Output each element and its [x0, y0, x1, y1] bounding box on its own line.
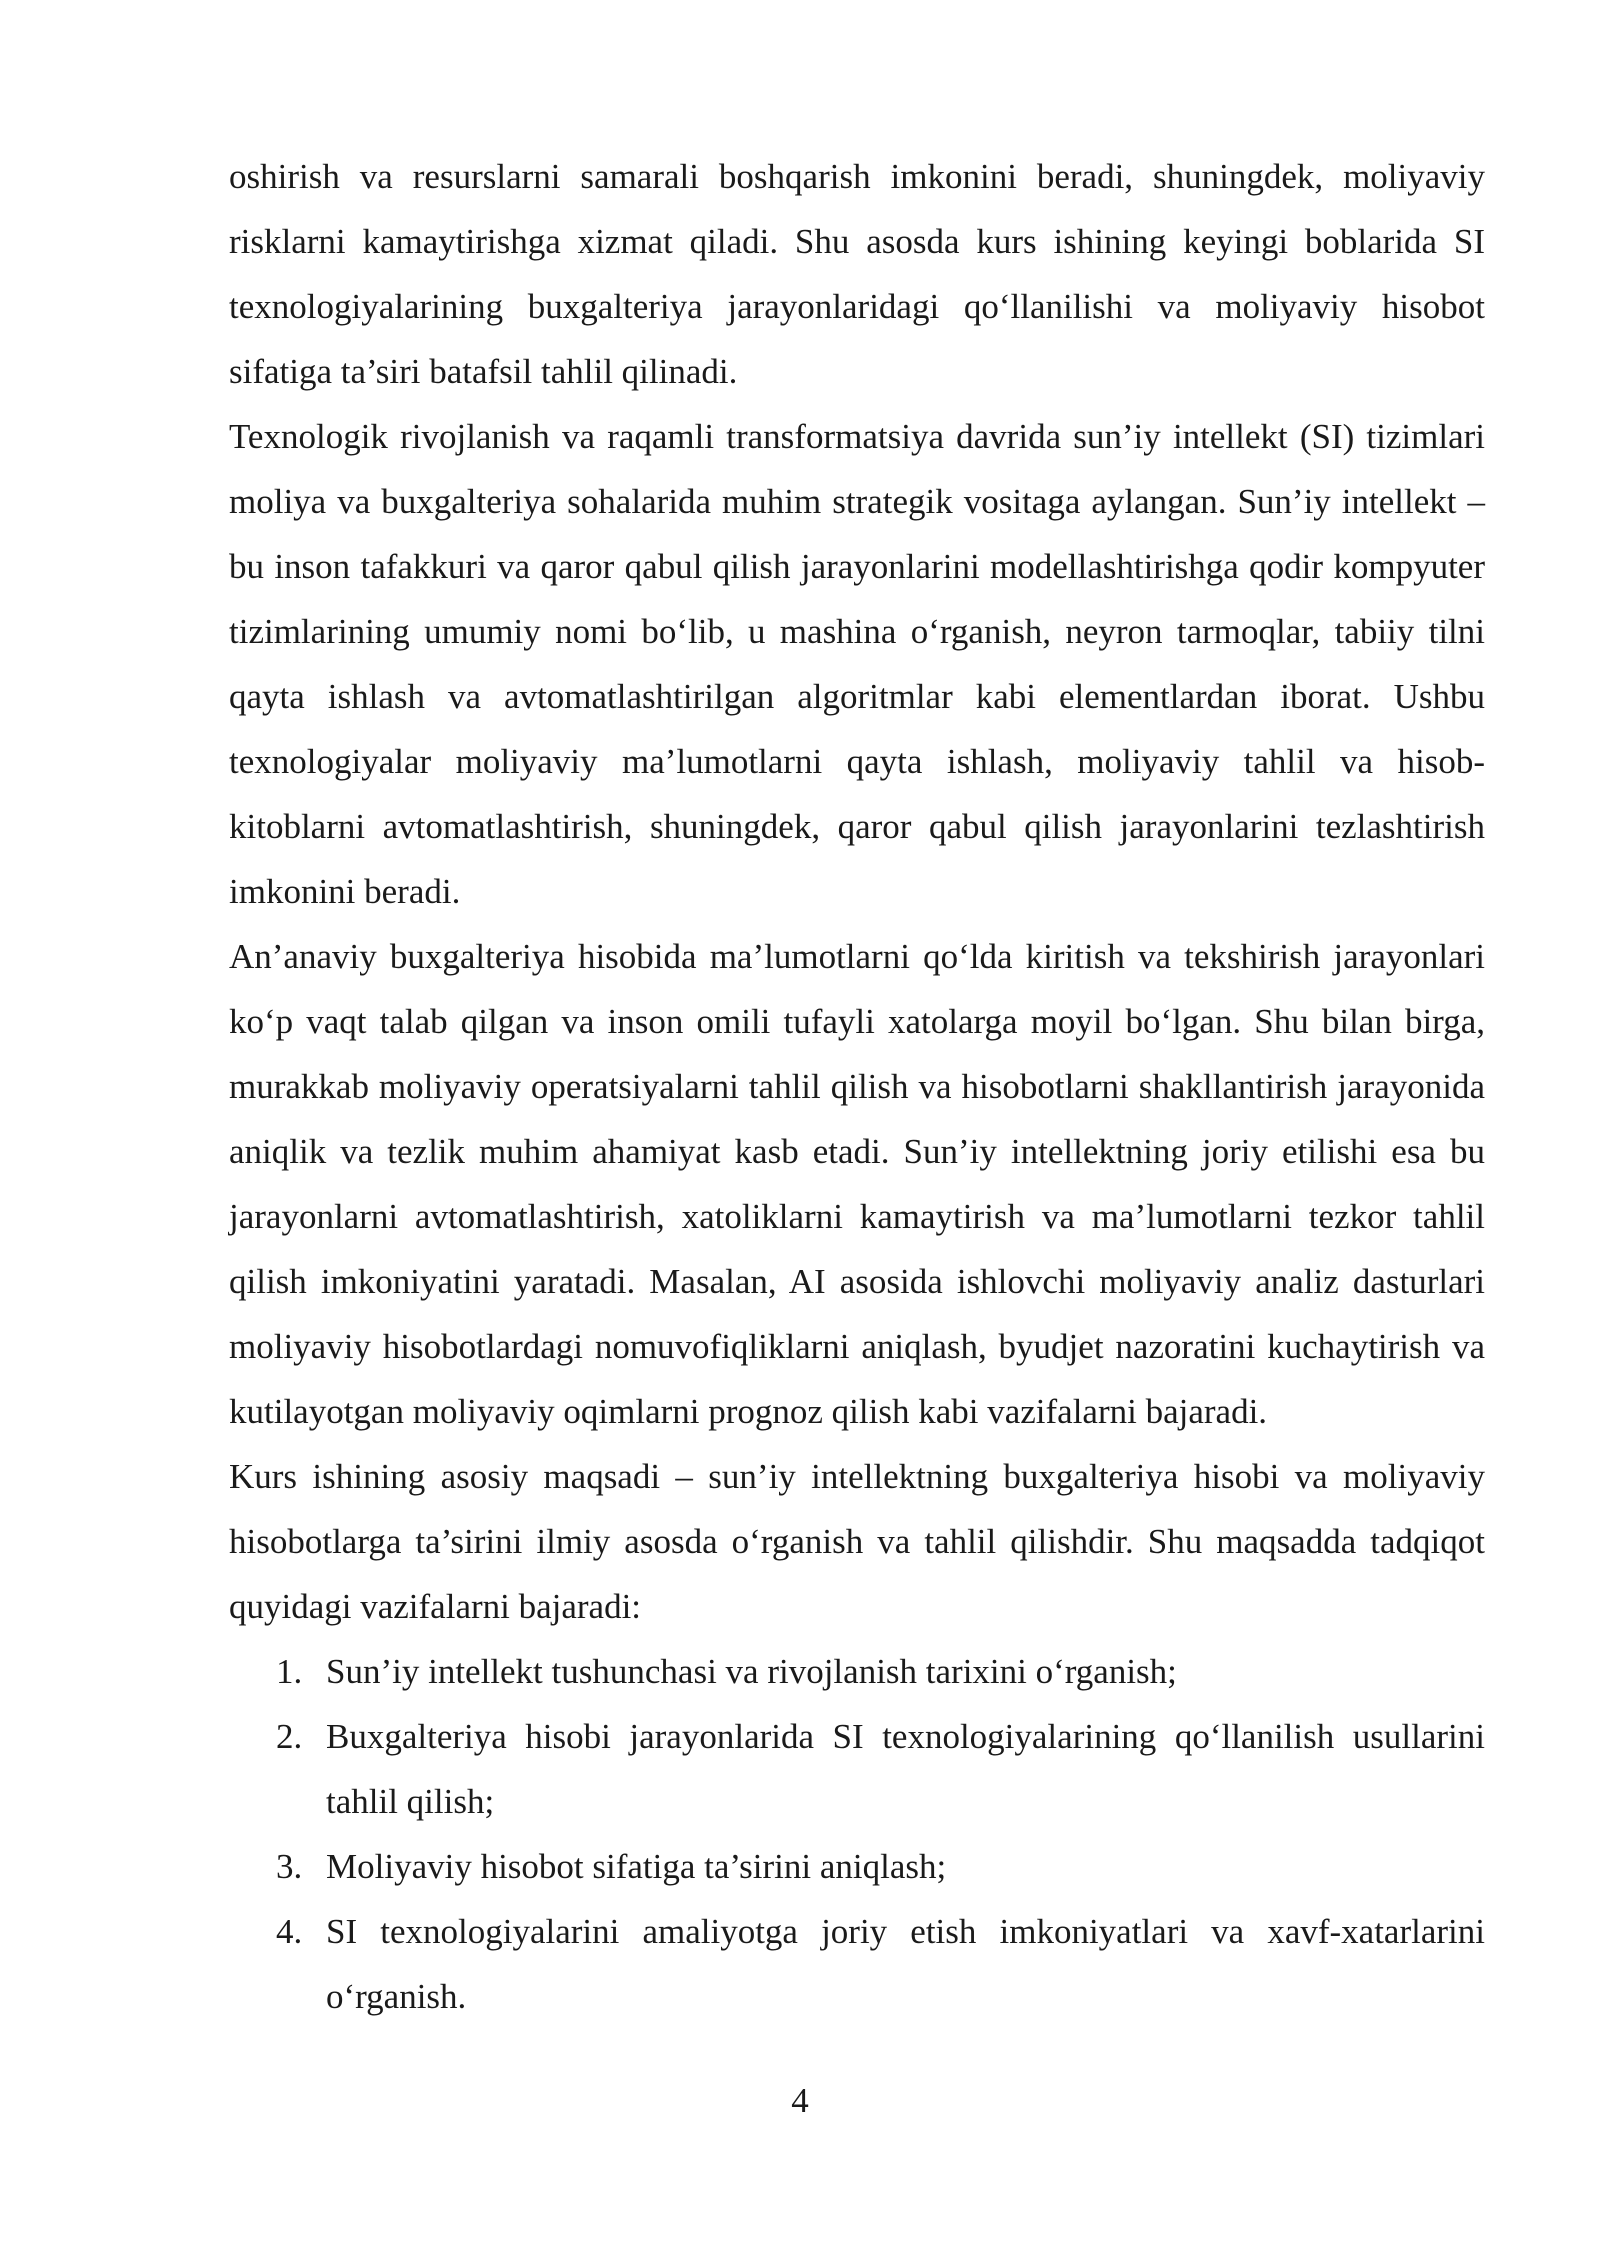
list-item-number: 2.	[276, 1717, 303, 1756]
list-item-text: Buxgalteriya hisobi jarayonlarida SI texnologiyalarining qo‘llanilish usullarini tahlil qilish;	[326, 1717, 1485, 1821]
paragraph-ai-definition: Texnologik rivojlanish va raqamli transformatsiya davrida sun’iy intellekt (SI) tizimlari moliya va buxgalteriya sohalarida muhim strategik vositaga aylangan. Sun’iy intellekt – bu inson tafakkuri va qaror qabul qilish jarayonlarini modellashtirishga qodir kompyuter tizimlarining umumiy nomi bo‘lib, u mashina o‘rganish, neyron tarmoqlar, tabiiy tilni qayta ishlash va avtomatlashtirilgan algoritmlar kabi elementlardan iborat. Ushbu texnologiyalar moliyaviy ma’lumotlarni qayta ishlash, moliyaviy tahlil va hisob-kitoblarni avtomatlashtirish, shuningdek, qaror qabul qilish jarayonlarini tezlashtirish imkonini beradi.	[229, 417, 1485, 911]
list-item-text: SI texnologiyalarini amaliyotga joriy etish imkoniyatlari va xavf-xatarlarini o‘rganish.	[326, 1912, 1485, 2016]
list-item-number: 3.	[276, 1847, 303, 1886]
paragraph-traditional-accounting: An’anaviy buxgalteriya hisobida ma’lumotlarni qo‘lda kiritish va tekshirish jarayonlari ko‘p vaqt talab qilgan va inson omili tufayli xatolarga moyil bo‘lgan. Shu bilan birga, murakkab moliyaviy operatsiyalarni tahlil qilish va hisobotlarni shakllantirish jarayonida aniqlik va tezlik muhim ahamiyat kasb etadi. Sun’iy intellektning joriy etilishi esa bu jarayonlarni avtomatlashtirish, xatoliklarni kamaytirish va ma’lumotlarni tezkor tahlil qilish imkoniyatini yaratadi. Masalan, AI asosida ishlovchi moliyaviy analiz dasturlari moliyaviy hisobotlardagi nomuvofiqliklarni aniqlash, byudjet nazoratini kuchaytirish va kutilayotgan moliyaviy oqimlarni prognoz qilish kabi vazifalarni bajaradi.	[229, 937, 1485, 1431]
list-item	[229, 1639, 1485, 1704]
paragraph-course-goal: Kurs ishining asosiy maqsadi – sun’iy intellektning buxgalteriya hisobi va moliyaviy hisobotlarga ta’sirini ilmiy asosda o‘rganish va tahlil qilishdir. Shu maqsadda tadqiqot quyidagi vazifalarni bajaradi:	[229, 1457, 1485, 1626]
paragraph-continuation: oshirish va resurslarni samarali boshqarish imkonini beradi, shuningdek, moliyaviy risklarni kamaytirishga xizmat qiladi. Shu asosda kurs ishining keyingi boblarida SI texnologiyalarining buxgalteriya jarayonlaridagi qo‘llanilishi va moliyaviy hisobot sifatiga ta’siri batafsil tahlil qilinadi.	[229, 157, 1485, 391]
list-item-text: Sun’iy intellekt tushunchasi va rivojlanish tarixini o‘rganish;	[326, 1652, 1177, 1691]
list-item	[229, 1834, 1485, 1899]
list-item-number: 1.	[276, 1652, 303, 1691]
list-item	[229, 1704, 1485, 1834]
task-list	[229, 1639, 1485, 2029]
list-item	[229, 1899, 1485, 2029]
page-number: 4	[791, 2081, 809, 2120]
page-body	[229, 144, 1485, 2029]
list-item-text: Moliyaviy hisobot sifatiga ta’sirini aniqlash;	[326, 1847, 947, 1886]
list-item-number: 4.	[276, 1912, 303, 1951]
